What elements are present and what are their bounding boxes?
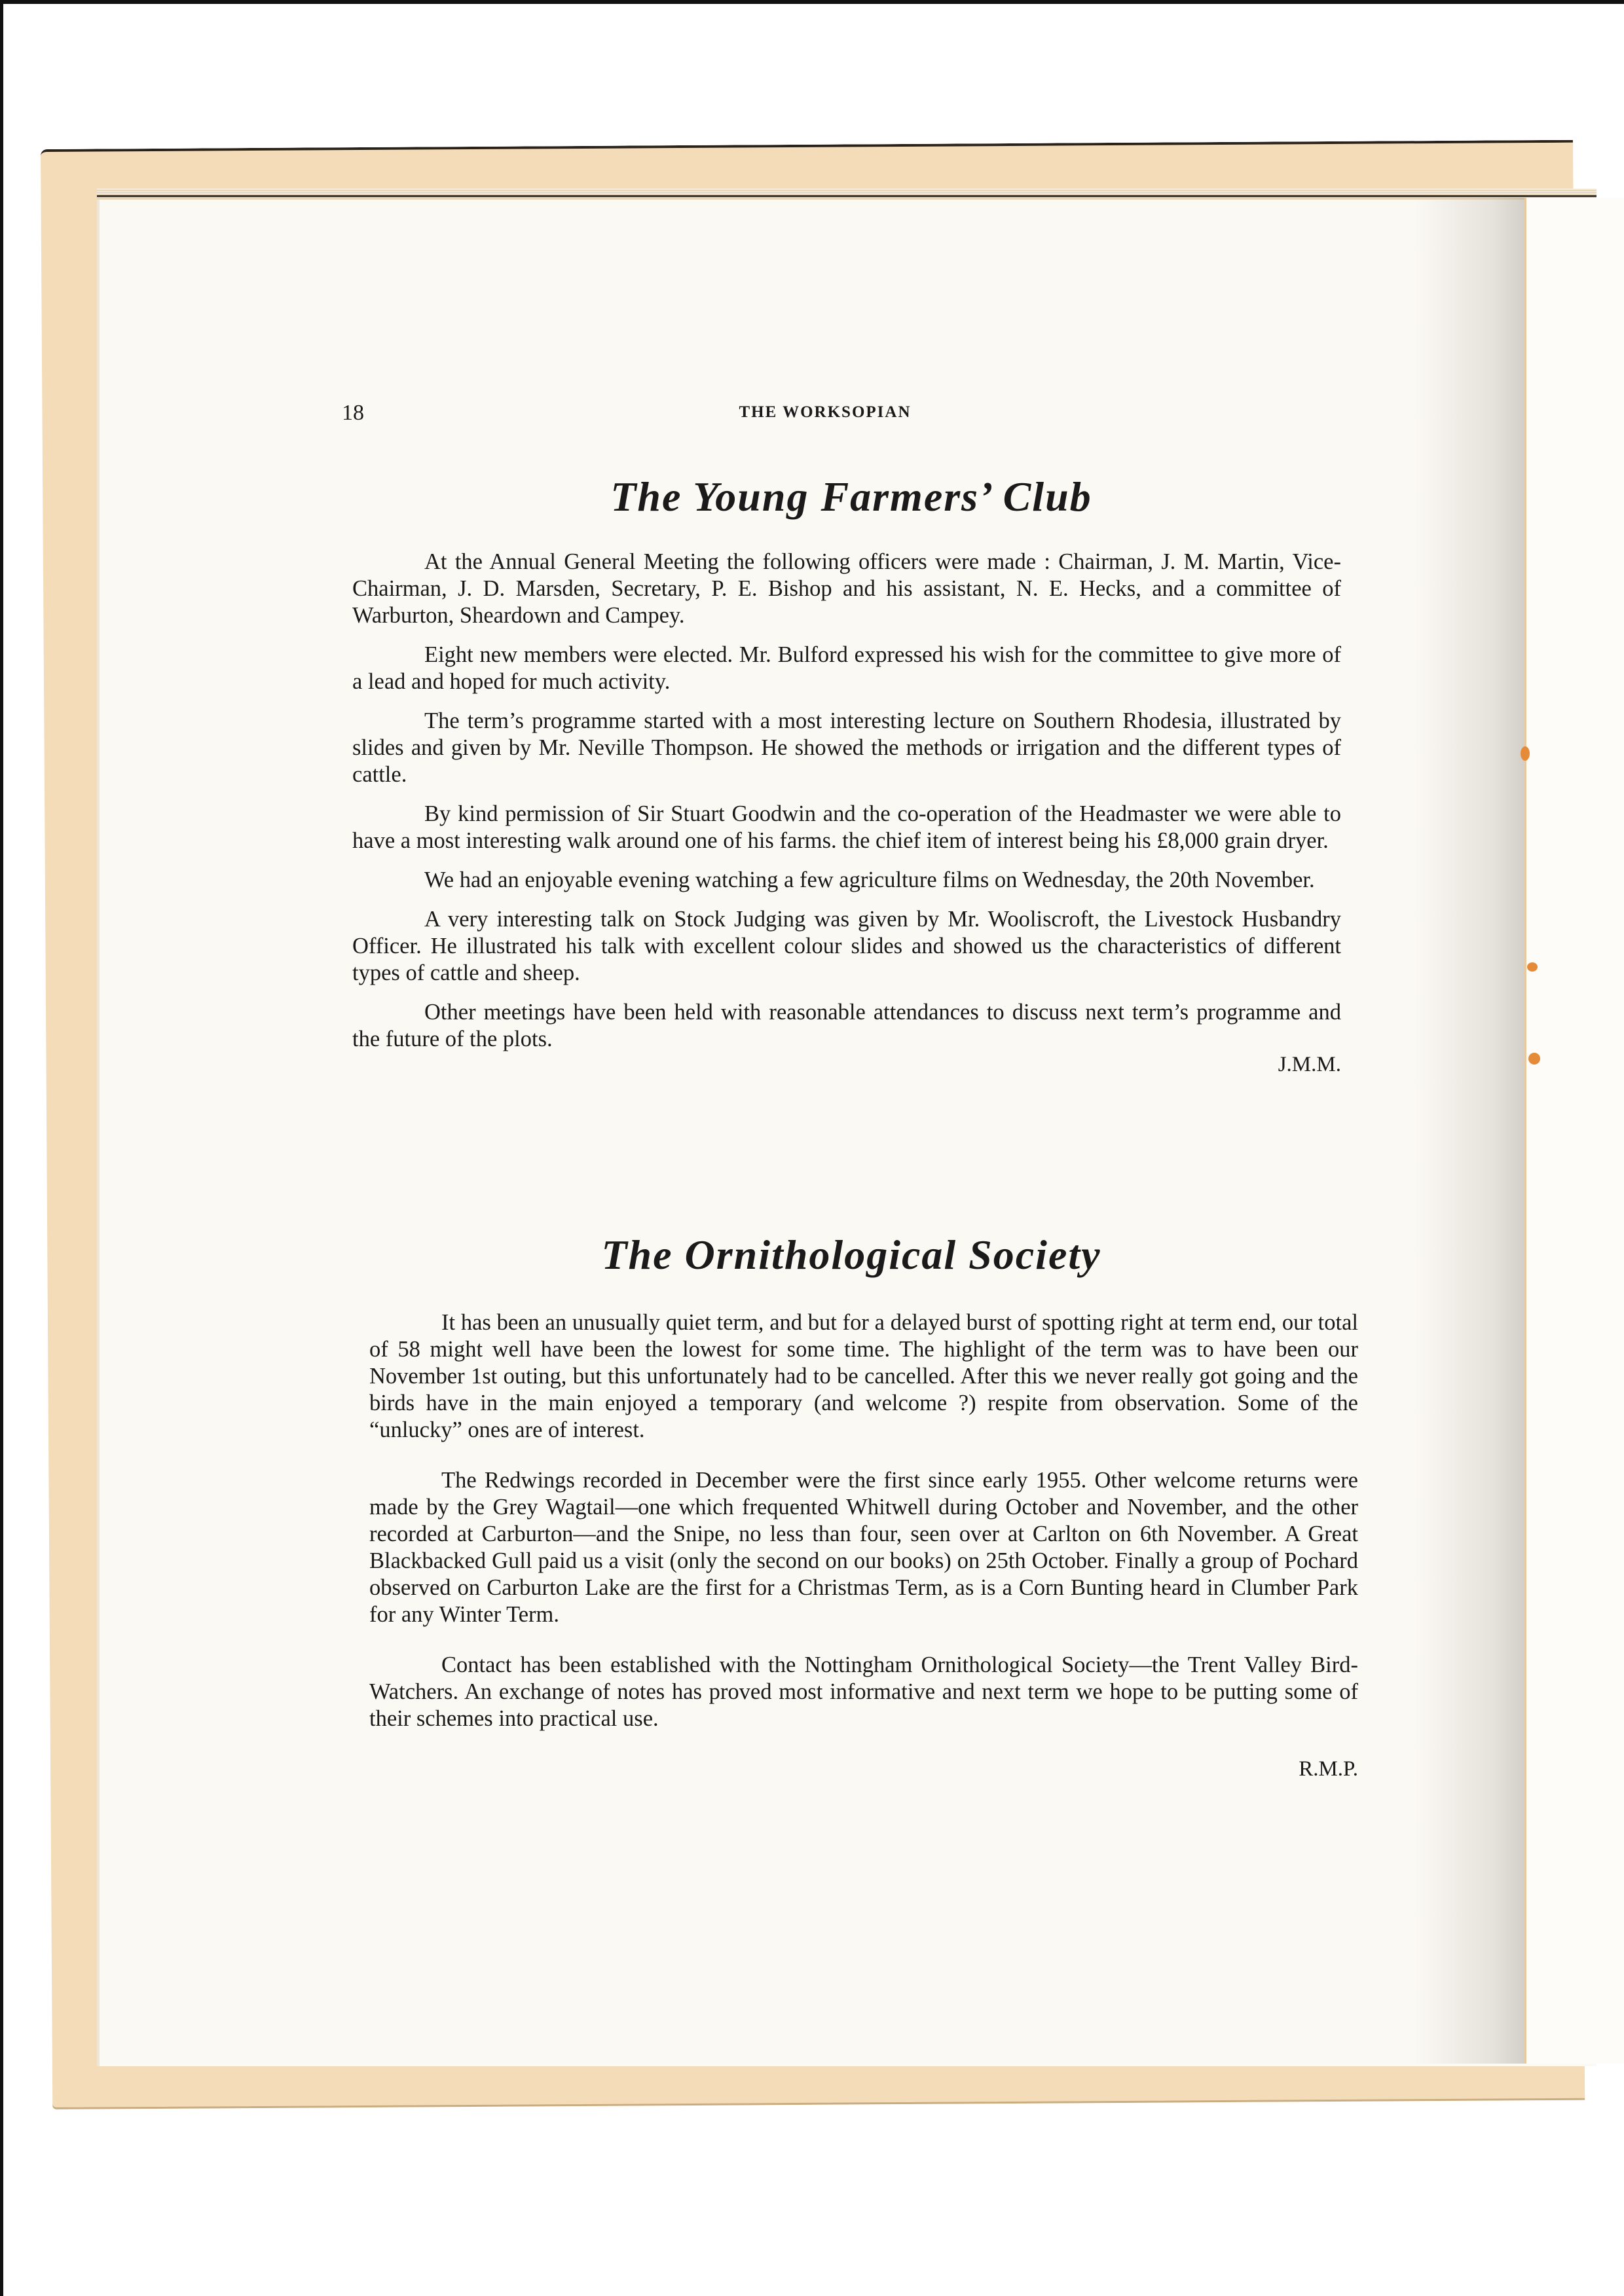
paragraph: We had an enjoyable evening watching a few agriculture films on Wednesday, the 20th November. [424,867,1315,892]
facing-page-edge [1526,198,1624,2064]
paragraph: Eight new members were elected. Mr. Bulford expressed his wish for the committee to give more of a lead and hoped for much activity. [352,642,1341,694]
staple-rust-mark [1521,746,1530,761]
page-fold [1524,198,1526,2064]
paragraph: The term’s programme started with a most interesting lecture on Southern Rhodesia, illustrated by slides and given by Mr. Neville Thompson. He showed the methods or irrigation and the different types of cattle. [352,708,1341,787]
staple-rust-mark [1527,962,1538,972]
scan-border-left [0,0,3,2296]
running-head: THE WORKSOPIAN [739,403,912,421]
page-stack-edges [97,189,1596,195]
article-title-ornithological: The Ornithological Society [601,1231,1101,1278]
paragraph: Other meetings have been held with reasonable attendances to discuss next term’s programme and the future of the plots. [352,1000,1341,1051]
staple-rust-mark [1528,1053,1540,1065]
paragraph: The Redwings recorded in December were the first since early 1955. Other welcome returns were made by the Grey Wagtail—one which frequented Whitwell during October and November, and the other recorded at Carburton—and the Snipe, no less than four, seen over at Carlton on 6th November. A Great Blackbacked Gull paid us a visit (only the second on our books) on 25th October. Finally a group of Pochard observed on Carburton Lake are the first for a Christmas Term, as is a Corn Bunting heard in Clumber Park for any Winter Term. [369,1468,1358,1627]
paragraph: A very interesting talk on Stock Judging was given by Mr. Wooliscroft, the Livestock Husbandry Officer. He illustrated his talk with excellent colour slides and showed us the characteristics of different types of cattle and sheep. [352,907,1341,985]
author-signature: J.M.M. [1278,1053,1341,1076]
page-number: 18 [342,401,364,425]
paragraph: By kind permission of Sir Stuart Goodwin and the co-operation of the Headmaster we were able to have a most interesting walk around one of his farms. the chief item of interest being his £8,000 grain dryer. [352,801,1341,853]
gutter-shadow [1414,198,1526,2064]
article-title-young-farmers: The Young Farmers’ Club [610,473,1092,520]
article-body-young-farmers [352,549,1341,1078]
paragraph: Contact has been established with the Nottingham Ornithological Society—the Trent Valley Bird-Watchers. An exchange of notes has proved most informative and next term we hope to be putting some of their schemes into practical use. [369,1652,1358,1731]
article-body-ornithological [369,1309,1358,1783]
scan-border-top [0,0,1624,4]
author-signature: R.M.P. [1299,1757,1358,1781]
paragraph: At the Annual General Meeting the following officers were made : Chairman, J. M. Martin, Vice-Chairman, J. D. Marsden, Secretary, P. E. Bishop and his assistant, N. E. Hecks, and a committee of Warburton, Sheardown and Campey. [352,549,1341,628]
paragraph: It has been an unusually quiet term, and but for a delayed burst of spotting right at term end, our total of 58 might well have been the lowest for some time. The highlight of the term was to have been our November 1st outing, but this unfortunately had to be cancelled. After this we never really got going and the birds have in the main enjoyed a temporary (and welcome ?) respite from observation. Some of the “unlucky” ones are of interest. [369,1310,1358,1442]
